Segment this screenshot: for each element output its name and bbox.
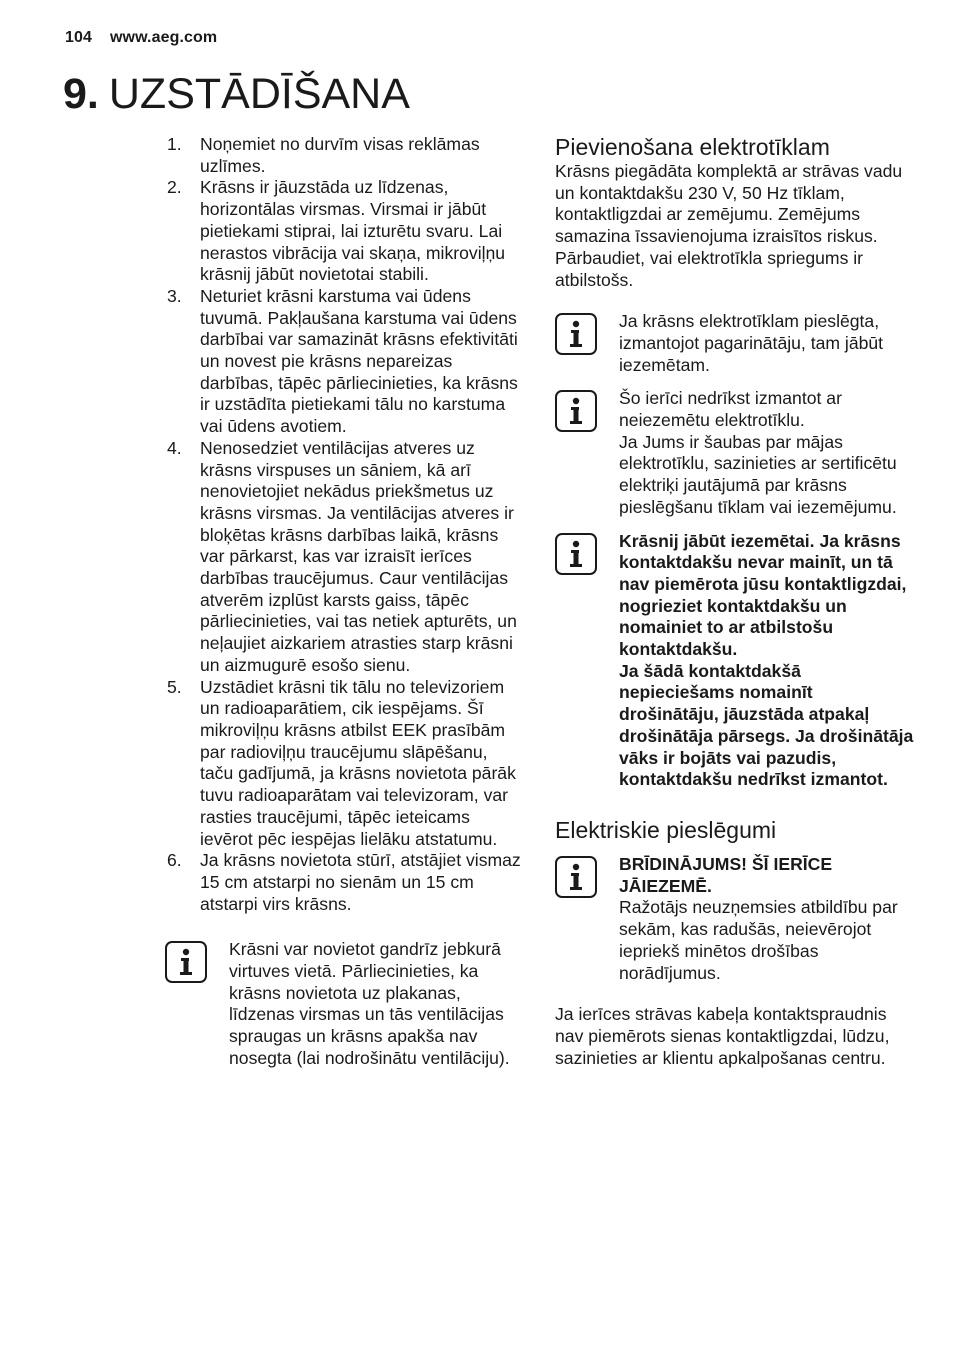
step-text: Ja krāsns novietota stūrī, atstājiet vismaz 15 cm atstarpi no sienām un 15 cm atstarpi virs krāsns. <box>200 850 521 914</box>
info-icon <box>555 313 597 355</box>
step-text: Nenosedziet ventilācijas atveres uz krāsns virspuses un sāniem, kā arī nenovietojiet nekādus priekšmetus uz krāsns virsmas. Ja ventilācijas atveres ir bloķētas krāsns darbības laikā, krāsns var pārkarst, kas var izraisīt ierīces darbības traucējumus. Caur ventilācijas atverēm izplūst karsts gaiss, tāpēc pārliecinieties, vai tas netiek apturēts, un neļaujiet aizkariem atrasties starp krāsni un aizmugurē esošo sienu. <box>200 437 517 675</box>
info-text: Ja šādā kontaktdakšā nepieciešams nomainīt drošinātāju, jāuzstāda atpakaļ drošinātāja pārsegs. Ja drošinātāja vāks ir bojāts vai pazudis, kontaktdakšu nedrīkst izmantot. <box>619 660 914 790</box>
step-number: 4. <box>167 437 182 458</box>
step-text: Krāsns ir jāuzstāda uz līdzenas, horizontālas virsmas. Virsmai ir jābūt pietiekami stiprai, lai izturētu svaru. Lai nerastos vibrācija vai skaņa, mikroviļņu krāsnij jābūt novietotai stabili. <box>200 177 506 285</box>
info-text: Šo ierīci nedrīkst izmantot ar neiezemētu elektrotīklu. <box>619 388 842 431</box>
right-column <box>555 134 917 1069</box>
info-text: Ražotājs neuzņemsies atbildību par sekām, kas radušās, neievērojot iepriekš minētos drošības norādījumus. <box>619 897 898 983</box>
step-number: 3. <box>167 285 182 306</box>
info-icon <box>555 390 597 432</box>
info-note-grounding <box>555 388 917 518</box>
step-number: 2. <box>167 177 182 198</box>
step-text: Noņemiet no durvīm visas reklāmas uzlīmes. <box>200 134 480 176</box>
info-note-plug <box>555 531 917 791</box>
left-column <box>165 134 525 1070</box>
info-text: Ja Jums ir šaubas par mājas elektrotīklu, sazinieties ar sertificētu elektriķi jautājumā par krāsns pieslēgšanu tīklam vai iezemējumu. <box>619 431 897 517</box>
step-text: Neturiet krāsni karstuma vai ūdens tuvumā. Pakļaušana karstuma vai ūdens darbībai var samazināt krāsns efektivitāti un novest pie krāsns nepareizas darbības, tāpēc pārliecinieties, ka krāsns ir uzstādīta pietiekami tālu no karstuma vai ūdens avotiem. <box>200 285 518 437</box>
list-item <box>165 134 525 177</box>
installation-steps <box>165 134 525 915</box>
list-item <box>165 438 525 677</box>
step-number: 1. <box>167 134 182 154</box>
website-link[interactable]: www.aeg.com <box>110 29 218 46</box>
electrical-section-title: Elektriskie pieslēgumi <box>555 816 777 843</box>
info-text: Ja krāsns elektrotīklam pieslēgta, izmantojot pagarinātāju, tam jābūt iezemētam. <box>619 311 884 375</box>
electrical-final: Ja ierīces strāvas kabeļa kontaktspraudnis nav piemērots sienas kontaktligzdai, lūdzu, sazinieties ar klientu apkalpošanas centru. <box>555 1004 890 1068</box>
info-icon <box>555 856 597 898</box>
power-section-title: Pievienošana elektrotīklam <box>555 134 830 160</box>
section-title <box>63 68 410 120</box>
info-text: Krāsni var novietot gandrīz jebkurā virtuves vietā. Pārliecinieties, ka krāsns novietota uz plakanas, līdzenas virsmas un tās ventilācijas spraugas un krāsns apakša nav nosegta (lai nodrošinātu ventilāciju). <box>229 939 510 1068</box>
step-text: Uzstādiet krāsni tik tālu no televizoriem un radioaparātiem, cik iespējams. Šī mikroviļņu krāsns atbilst EEK prasībām par radioviļņu traucējumu slāpēšanu, taču gadījumā, ja krāsns novietota pārāk tuvu radioaparātam vai televizoram, var rasties traucējumi, tāpēc ieteicams ievērot pēc iespējas lielāku atstatumu. <box>200 676 516 849</box>
power-intro: Krāsns piegādāta komplektā ar strāvas vadu un kontaktdakšu 230 V, 50 Hz tīklam, kontaktligzdai ar zemējumu. Zemējums samazina īssavienojuma izraisītos riskus. Pārbaudiet, vai elektrotīkla spriegums ir atbilstošs. <box>555 161 903 290</box>
list-item <box>165 677 525 851</box>
info-icon <box>165 941 207 983</box>
step-number: 6. <box>167 850 182 871</box>
warning-text: BRĪDINĀJUMS! ŠĪ IERĪCE JĀIEZEMĒ. <box>619 853 833 896</box>
info-icon <box>555 533 597 575</box>
list-item <box>165 850 525 915</box>
section-title-text: UZSTĀDĪŠANA <box>108 70 410 118</box>
info-note-placement <box>165 939 525 1069</box>
list-item <box>165 286 525 438</box>
info-text: Krāsnij jābūt iezemētai. Ja krāsns kontaktdakšu nevar mainīt, un tā nav piemērota jūsu kontaktligzdai, nogrieziet kontaktdakšu un nomainiet to ar atbilstošu kontaktdakšu. <box>619 530 907 660</box>
list-item <box>165 177 525 286</box>
step-number: 5. <box>167 676 182 697</box>
info-note-extension <box>555 311 917 376</box>
section-number: 9. <box>63 70 99 118</box>
page-number: 104 <box>65 29 92 46</box>
page-header <box>65 29 217 47</box>
info-note-warning <box>555 854 917 984</box>
